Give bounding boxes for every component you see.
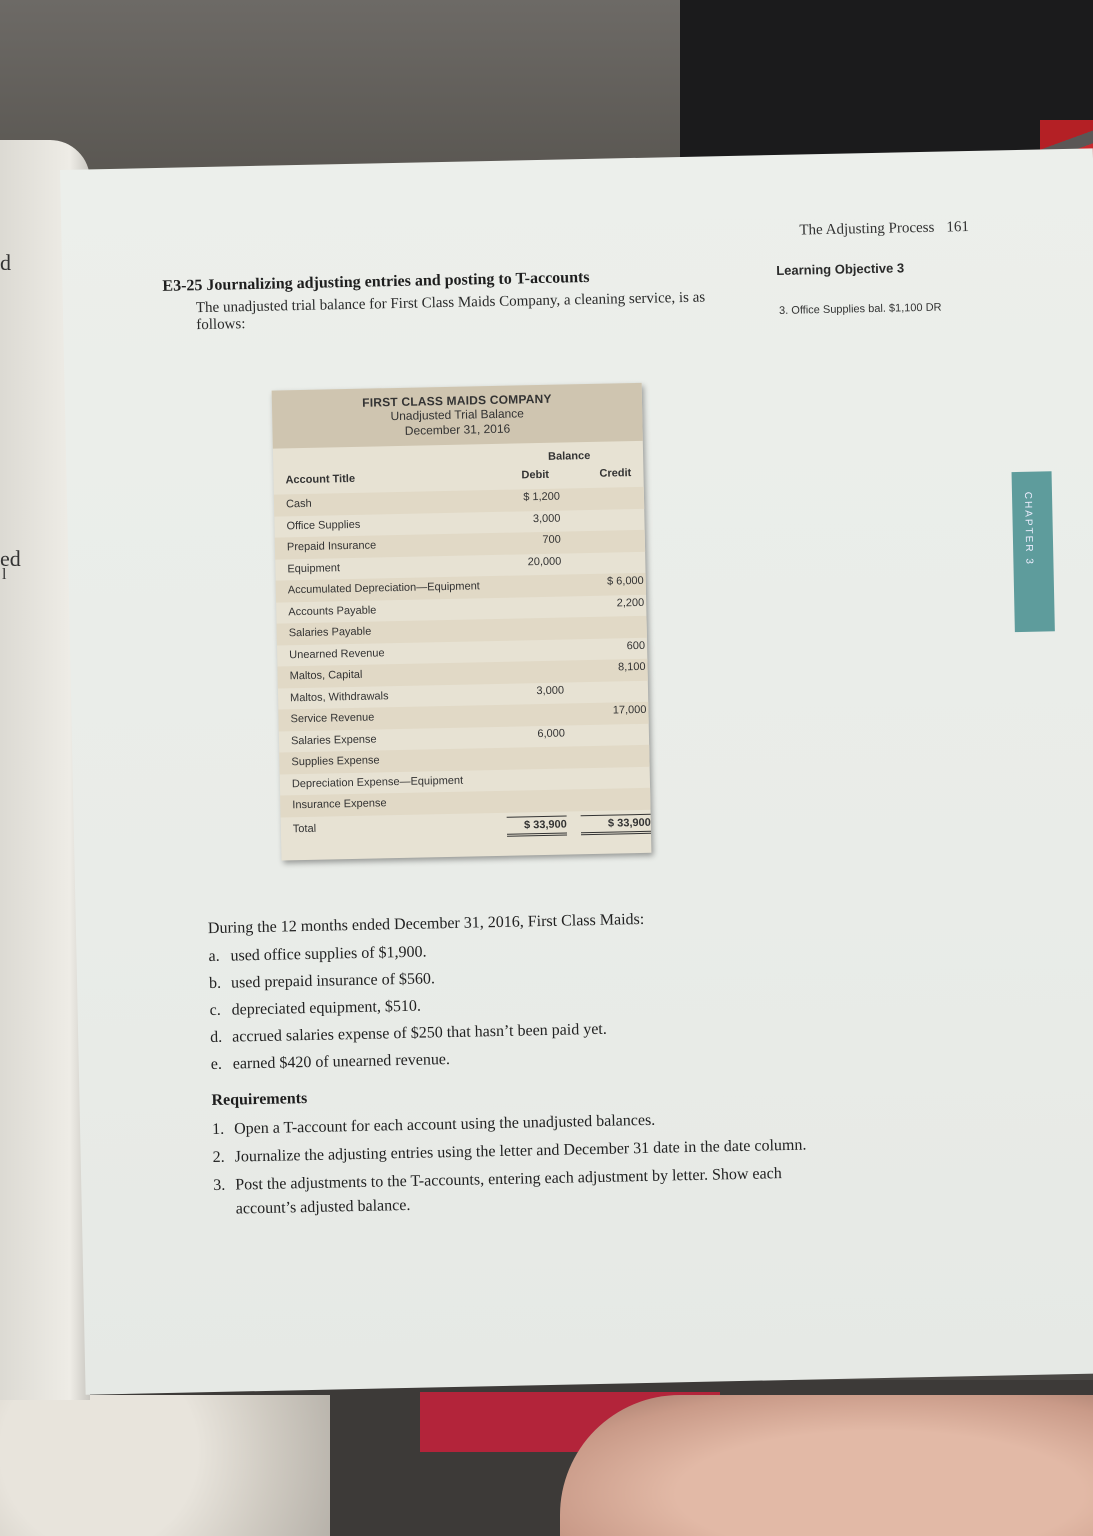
debit-amount: 700 — [542, 533, 561, 546]
account-title: Cash — [285, 497, 312, 511]
item-text: depreciated equipment, $510. — [231, 997, 422, 1019]
exercise-number: E3-25 — [162, 277, 203, 295]
requirement-number: 1. — [211, 1120, 225, 1139]
trial-balance-rows — [274, 487, 651, 839]
running-head — [799, 219, 969, 240]
debit-amount: 3,000 — [536, 684, 565, 697]
exercise-title — [162, 269, 589, 296]
margin-note: 3. Office Supplies bal. $1,100 DR — [778, 301, 942, 317]
events-section — [208, 902, 851, 1078]
account-title: Supplies Expense — [291, 754, 380, 769]
column-account-title: Account Title — [285, 472, 356, 487]
account-title: Depreciation Expense—Equipment — [291, 774, 464, 790]
left-page-fragment: l — [2, 566, 7, 583]
column-debit: Debit — [521, 468, 550, 482]
company-name: FIRST CLASS MAIDS COMPANY — [362, 391, 552, 410]
account-title: Office Supplies — [286, 518, 361, 532]
balance-label: Balance — [547, 449, 591, 463]
chapter-tab — [1012, 471, 1055, 632]
credit-amount — [572, 510, 644, 512]
left-page-fragment: d — [0, 250, 11, 275]
requirements-list — [212, 1105, 814, 1226]
account-title: Accounts Payable — [288, 603, 377, 618]
item-label: b. — [208, 974, 222, 993]
total-credit: $ 33,900 — [581, 813, 651, 834]
account-title: Salaries Expense — [290, 732, 377, 747]
item-label: c. — [209, 1001, 221, 1020]
background-hand — [560, 1395, 1093, 1536]
trial-balance-header — [272, 383, 643, 449]
chapter-tab-label: CHAPTER 3 — [1021, 491, 1035, 567]
exercise-intro: The unadjusted trial balance for First Class Maids Company, a cleaning service, is as follows: — [195, 289, 706, 334]
events-lead: During the 12 months ended December 31, 2016, First Class Maids: — [207, 910, 645, 938]
requirement-text: Post the adjustments to the T-accounts, entering each adjustment by letter. Show each account’s adjusted balance. — [235, 1165, 782, 1218]
item-label: d. — [210, 1028, 223, 1047]
account-title: Service Revenue — [290, 711, 375, 726]
statement-title: Unadjusted Trial Balance — [390, 406, 525, 424]
item-text: earned $420 of unearned revenue. — [232, 1051, 451, 1073]
requirement-item — [213, 1161, 814, 1222]
item-text: accrued salaries expense of $250 that hasn’t been paid yet. — [232, 1020, 607, 1046]
requirement-text: Open a T-account for each account using the unadjusted balances. — [233, 1111, 656, 1138]
credit-amount — [572, 489, 644, 491]
statement-date: December 31, 2016 — [404, 421, 511, 438]
debit-amount: 6,000 — [537, 727, 566, 740]
requirement-number: 3. — [213, 1176, 226, 1195]
account-title: Accumulated Depreciation—Equipment — [287, 580, 480, 597]
account-title: Prepaid Insurance — [286, 539, 377, 554]
page-number: 161 — [946, 218, 970, 236]
item-text: used office supplies of $1,900. — [230, 943, 427, 965]
account-title: Equipment — [287, 561, 341, 575]
credit-amount — [573, 553, 645, 555]
credit-amount — [578, 790, 650, 792]
item-label: a. — [208, 947, 220, 966]
learning-objective: Learning Objective 3 — [776, 260, 905, 279]
total-debit: $ 33,900 — [507, 815, 567, 836]
item-label: e. — [210, 1055, 223, 1074]
credit-amount — [575, 618, 647, 620]
total-label: Total — [292, 822, 317, 835]
account-title: Insurance Expense — [292, 797, 387, 812]
account-title: Unearned Revenue — [289, 646, 385, 661]
debit-amount: $ 1,200 — [523, 490, 561, 504]
running-title: The Adjusting Process — [799, 219, 935, 239]
exercise-heading: Journalizing adjusting entries and posting to T-accounts — [206, 268, 590, 294]
credit-amount — [576, 682, 648, 684]
debit-amount: 20,000 — [527, 555, 562, 568]
credit-amount — [577, 725, 649, 727]
credit-amount: 8,100 — [617, 660, 646, 674]
debit-amount: 3,000 — [532, 512, 561, 525]
requirement-number: 2. — [212, 1148, 225, 1167]
credit-amount: 17,000 — [612, 703, 647, 717]
credit-amount — [573, 532, 645, 534]
credit-amount — [577, 747, 649, 749]
left-page-fragment: ed — [0, 546, 21, 571]
column-headers — [273, 467, 643, 487]
credit-amount: 2,200 — [616, 596, 645, 609]
account-title: Salaries Payable — [288, 625, 372, 640]
requirement-text: Journalize the adjusting entries using the letter and December 31 date in the date column. — [234, 1136, 807, 1166]
requirements-title: Requirements — [211, 1090, 308, 1110]
credit-amount — [578, 768, 650, 770]
trial-balance-table — [272, 383, 652, 861]
account-title: Maltos, Withdrawals — [289, 689, 389, 704]
item-text: used prepaid insurance of $560. — [230, 970, 436, 992]
background-blanket — [0, 1395, 330, 1536]
book-page — [60, 148, 1093, 1394]
credit-amount: $ 6,000 — [606, 574, 644, 588]
credit-amount: 600 — [626, 639, 646, 652]
account-title: Maltos, Capital — [289, 668, 363, 683]
column-credit: Credit — [599, 467, 632, 480]
